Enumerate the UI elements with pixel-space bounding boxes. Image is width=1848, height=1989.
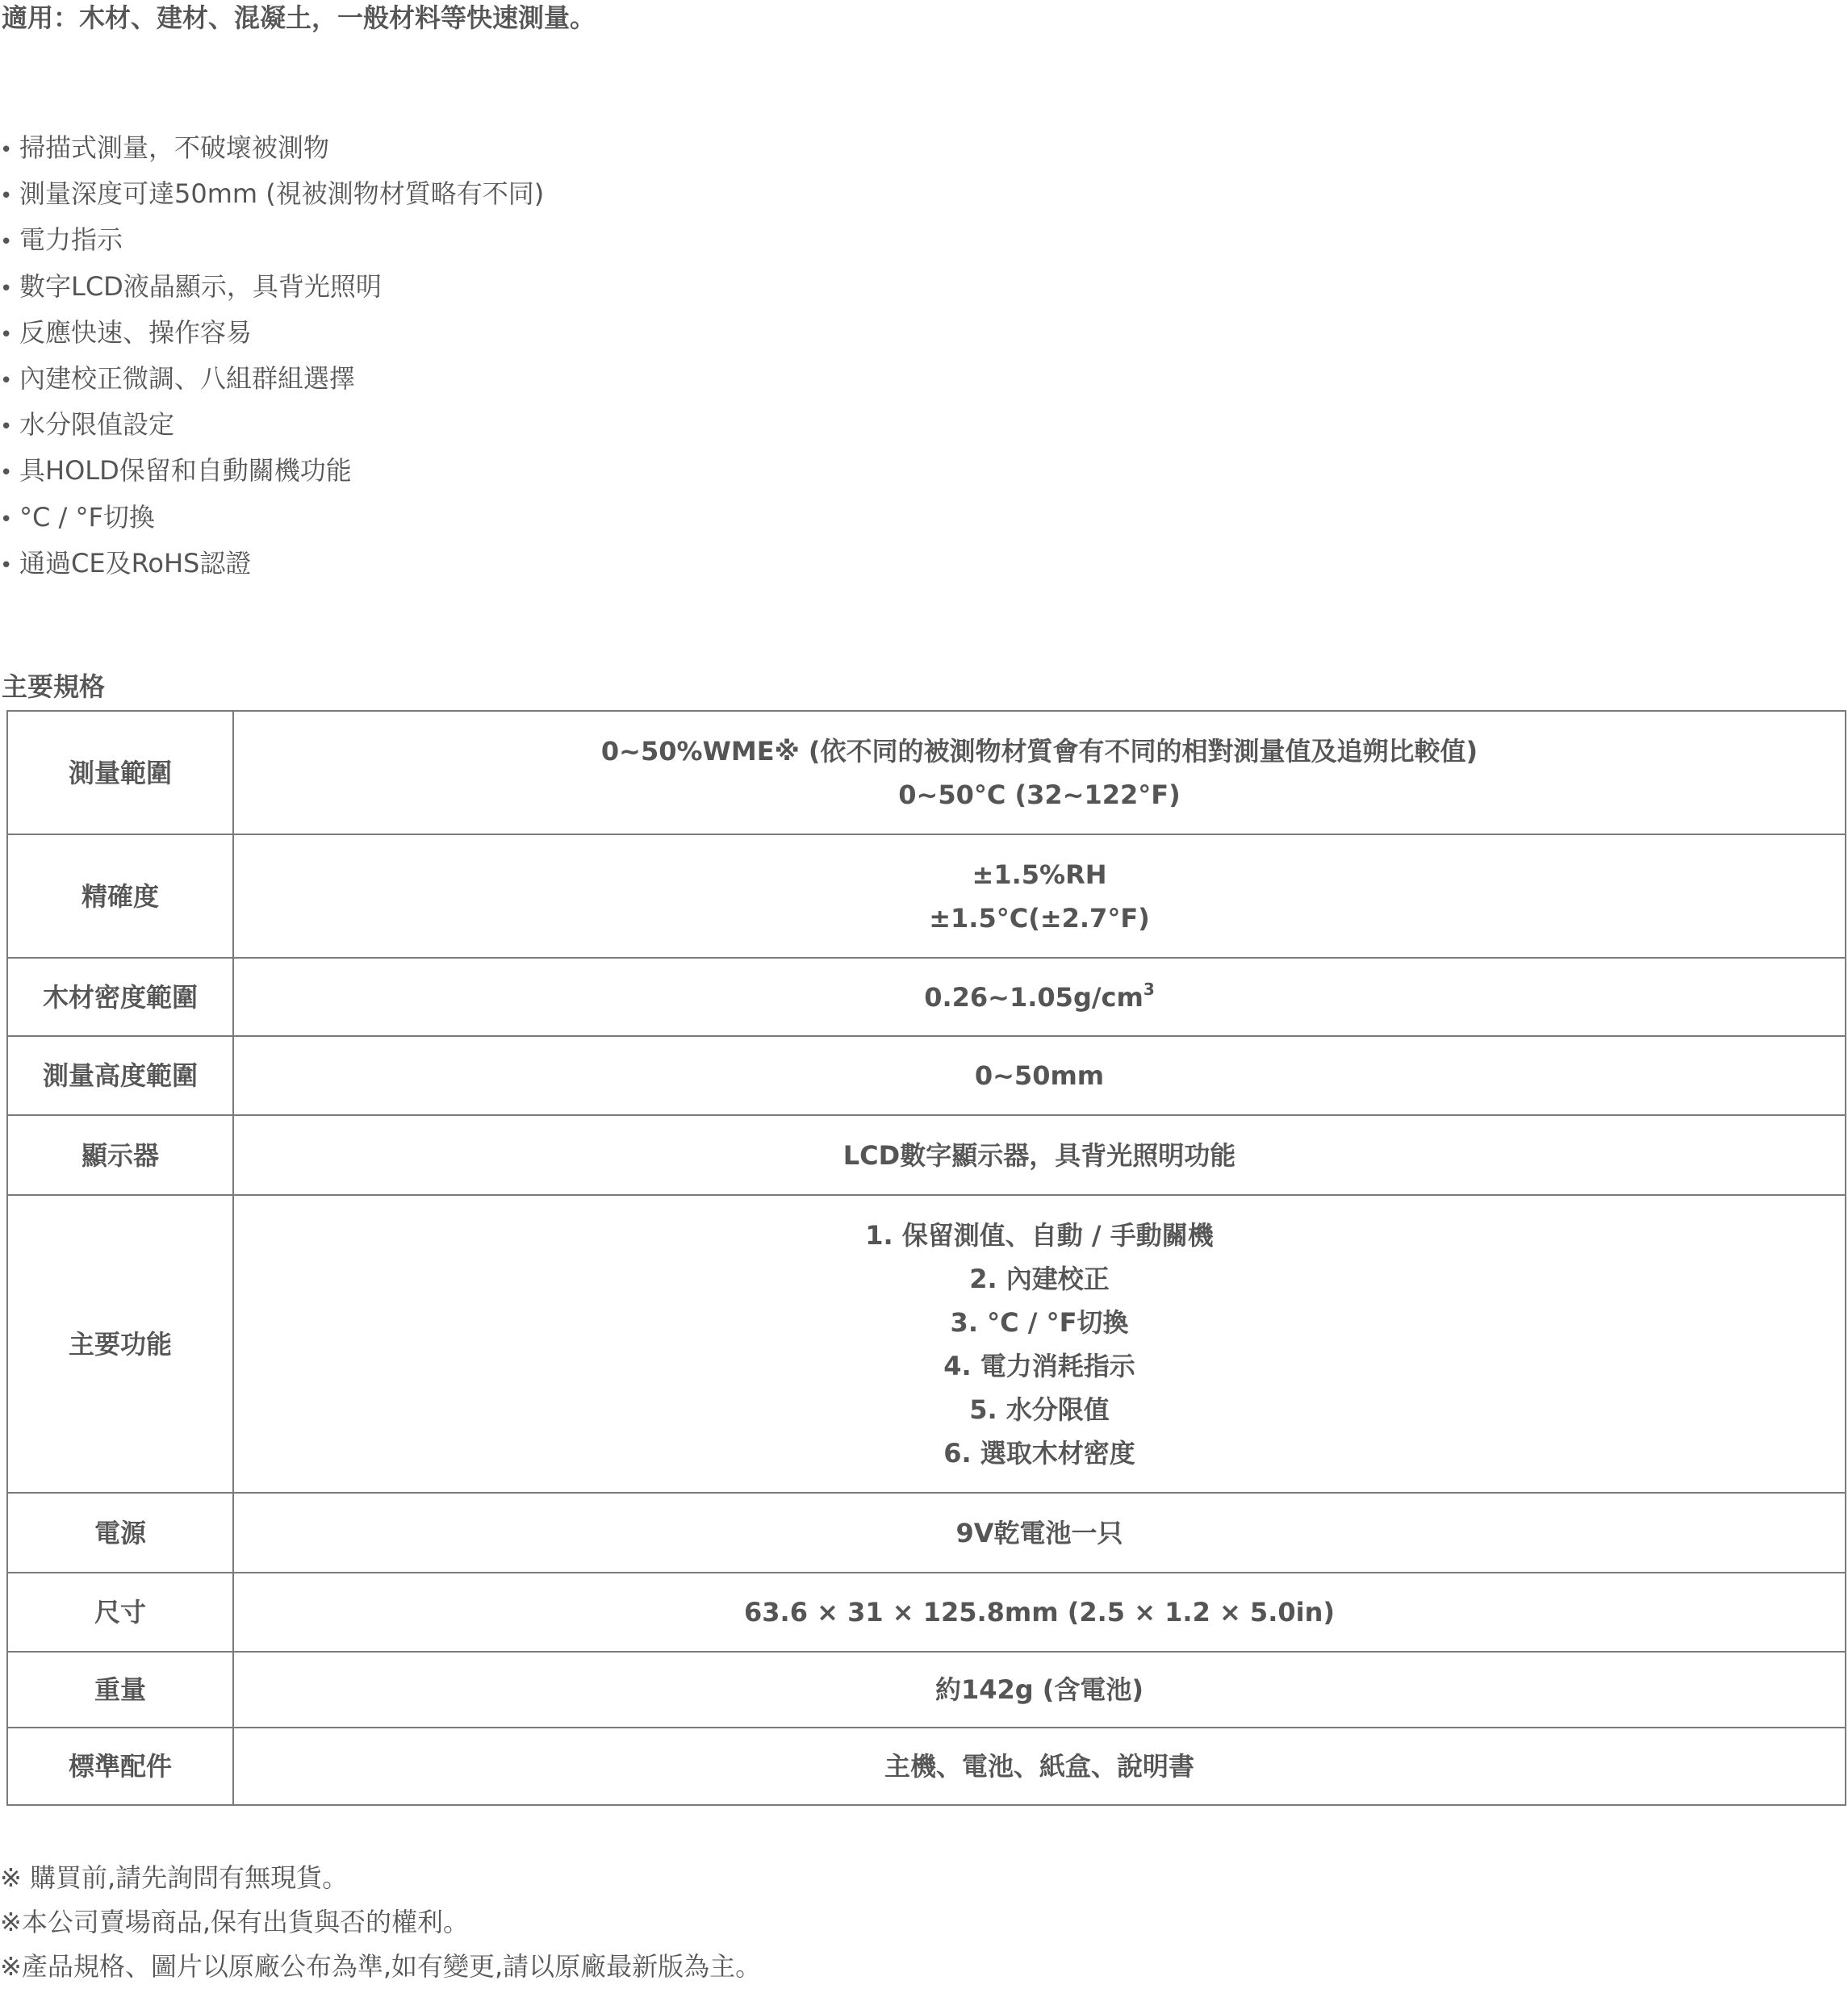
spec-table [6, 710, 1846, 1806]
spec-value: 0~50mm [233, 1036, 1846, 1115]
spec-value: 9V乾電池一只 [233, 1493, 1846, 1573]
spec-value: 63.6 × 31 × 125.8mm (2.5 × 1.2 × 5.0in) [233, 1573, 1846, 1652]
bullet-icon: • [0, 184, 13, 209]
spec-label: 顯示器 [7, 1115, 233, 1195]
feature-item: • 通過CE及RoHS認證 [0, 541, 544, 587]
bullet-icon: • [0, 322, 13, 347]
feature-item: • 電力指示 [0, 218, 544, 264]
feature-item: • 測量深度可達50mm (視被測物材質略有不同) [0, 172, 544, 218]
spec-label: 電源 [7, 1493, 233, 1573]
spec-label: 精確度 [7, 834, 233, 958]
spec-value: $0.26\sim 1.05g/cm^3$ [233, 958, 1846, 1036]
spec-value: LCD數字顯示器，具背光照明功能 [233, 1115, 1846, 1195]
table-row [7, 1195, 1846, 1493]
spec-label: 主要功能 [7, 1195, 233, 1493]
spec-label: 測量高度範圍 [7, 1036, 233, 1115]
notes [0, 1856, 761, 1989]
note-line: ※本公司賣場商品,保有出貨與否的權利。 [0, 1907, 469, 1937]
spec-label: 標準配件 [7, 1728, 233, 1805]
feature-item: • 水分限值設定 [0, 403, 544, 449]
table-row [7, 1728, 1846, 1805]
feature-item: • 具HOLD保留和自動關機功能 [0, 449, 544, 495]
bullet-icon: • [0, 553, 13, 578]
bullet-icon: • [0, 230, 13, 255]
spec-title: 主要規格 [2, 671, 106, 702]
table-row [7, 1036, 1846, 1115]
table-row [7, 958, 1846, 1036]
bullet-icon: • [0, 507, 13, 532]
spec-value: 0~50%WME※ (依不同的被測物材質會有不同的相對測量值及追朔比較值) 0~50°C (32~122°F) [233, 711, 1846, 834]
feature-item: • 掃描式測量，不破壞被測物 [0, 126, 544, 172]
bullet-icon: • [0, 369, 13, 394]
spec-value: ±1.5%RH ±1.5°C(±2.7°F) [233, 834, 1846, 958]
bullet-icon: • [0, 138, 13, 162]
feature-list [0, 126, 544, 587]
spec-label: 木材密度範圍 [7, 958, 233, 1036]
spec-value: 約142g (含電池) [233, 1652, 1846, 1728]
spec-value: 主機、電池、紙盒、說明書 [233, 1728, 1846, 1805]
spec-label: 重量 [7, 1652, 233, 1728]
table-row [7, 834, 1846, 958]
note-line: ※ 購買前,請先詢問有無現貨。 [0, 1862, 349, 1893]
note-line: ※產品規格、圖片以原廠公布為準,如有變更,請以原廠最新版為主。 [0, 1951, 762, 1982]
intro-text: 適用：木材、建材、混凝土，一般材料等快速測量。 [2, 2, 596, 33]
table-row [7, 1652, 1846, 1728]
spec-label: 測量範圍 [7, 711, 233, 834]
spec-value: 1. 保留測值、自動 / 手動關機 2. 內建校正 3. °C / °F切換 4. 電力消耗指示 5. 水分限值 6. 選取木材密度 [233, 1195, 1846, 1493]
feature-item: • 反應快速、操作容易 [0, 311, 544, 357]
bullet-icon: • [0, 461, 13, 486]
spec-label: 尺寸 [7, 1573, 233, 1652]
table-row [7, 1493, 1846, 1573]
bullet-icon: • [0, 276, 13, 301]
table-row [7, 711, 1846, 834]
superscript: 3 [1143, 979, 1155, 999]
bullet-icon: • [0, 415, 13, 440]
table-row [7, 1115, 1846, 1195]
feature-item: • 數字LCD液晶顯示，具背光照明 [0, 265, 544, 311]
feature-item: • 內建校正微調、八組群組選擇 [0, 357, 544, 403]
table-row [7, 1573, 1846, 1652]
feature-item: • °C / °F切換 [0, 495, 544, 541]
